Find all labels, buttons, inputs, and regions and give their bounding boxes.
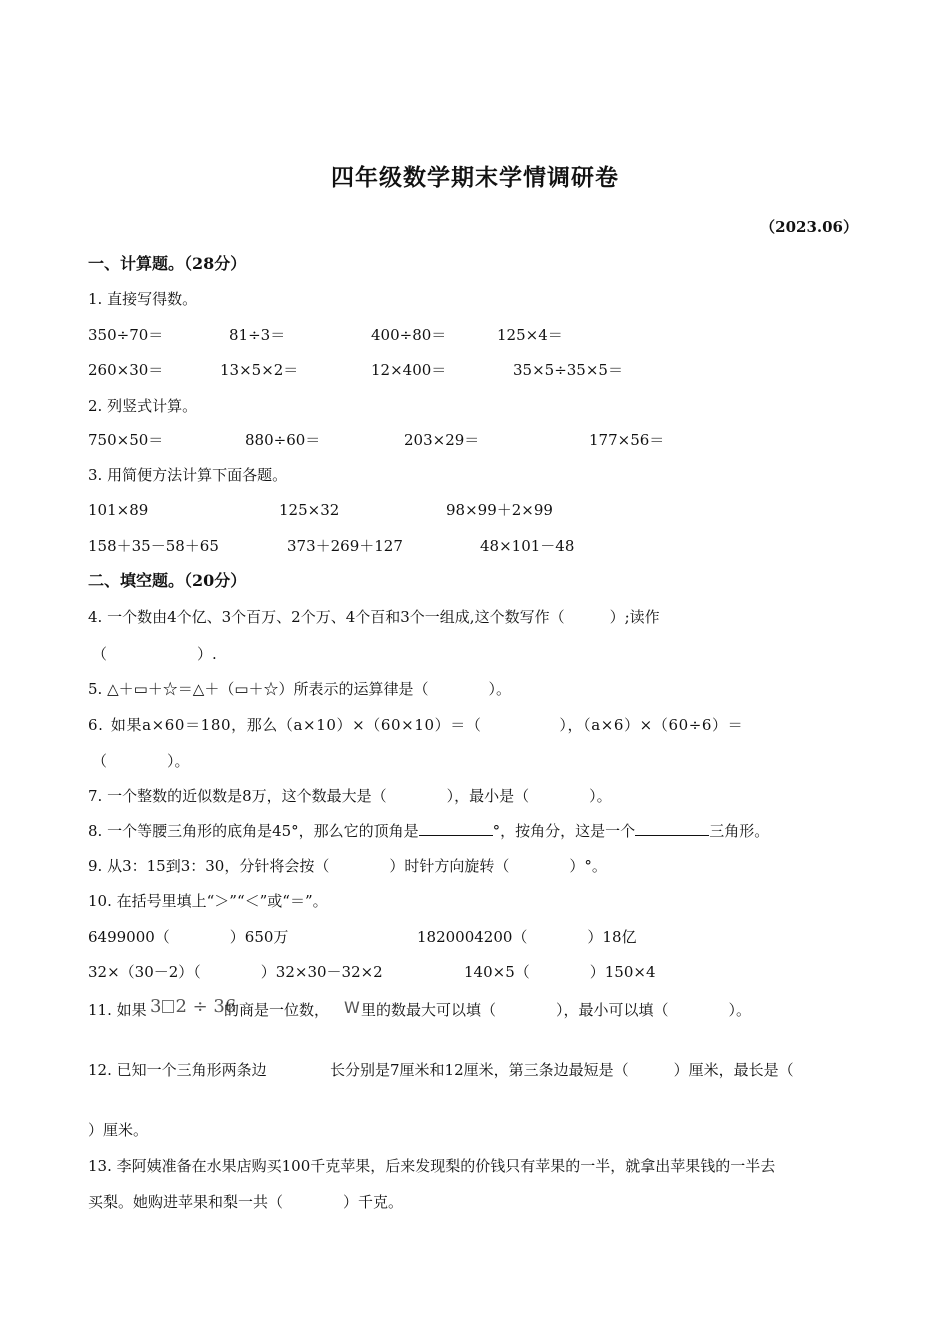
q3-item: 98×99＋2×99 bbox=[446, 501, 553, 519]
q6-line1: 6. 如果a×60＝180，那么（a×10）×（60×10）＝（ ），（a×6）×（60÷6）＝ bbox=[88, 716, 744, 734]
q12-line1b: 长分别是7厘米和12厘米，第三条边最短是（ ）厘米，最长是（ bbox=[330, 1061, 794, 1079]
exam-date: （2023.06） bbox=[760, 218, 858, 236]
q3-item: 48×101－48 bbox=[480, 537, 575, 555]
section-1-header: 一、计算题。（28分） bbox=[88, 254, 247, 273]
q9: 9. 从3：15到3：30，分针将会按（ ）时针方向旋转（ ）°。 bbox=[88, 857, 607, 875]
q8-part3: 三角形。 bbox=[709, 822, 770, 840]
q10-item: 1820004200（ ）18亿 bbox=[417, 928, 637, 946]
q3-label: 3. 用简便方法计算下面各题。 bbox=[88, 466, 288, 484]
q8-part2: °，按角分，这是一个 bbox=[492, 822, 636, 840]
q1-item: 260×30＝ bbox=[88, 361, 164, 379]
q1-label: 1. 直接写得数。 bbox=[88, 290, 198, 308]
q1-item: 400÷80＝ bbox=[371, 326, 447, 344]
q2-label: 2. 列竖式计算。 bbox=[88, 397, 198, 415]
q10-item: 140×5（ ）150×4 bbox=[464, 963, 656, 981]
q12-line1a: 12. 已知一个三角形两条边 bbox=[88, 1061, 267, 1079]
q1-item: 81÷3＝ bbox=[229, 326, 286, 344]
section-2-header: 二、填空题。（20分） bbox=[88, 571, 247, 590]
q5: 5. △＋▭＋☆＝△＋（▭＋☆）所表示的运算律是（ ）。 bbox=[88, 680, 511, 698]
q2-item: 750×50＝ bbox=[88, 431, 164, 449]
q4-line2: （ ）. bbox=[92, 645, 217, 663]
q2-item: 203×29＝ bbox=[404, 431, 480, 449]
q1-item: 350÷70＝ bbox=[88, 326, 164, 344]
q3-item: 373＋269＋127 bbox=[287, 537, 403, 555]
box-placeholder-icon bbox=[162, 1000, 174, 1013]
q4-line1: 4. 一个数由4个亿、3个百万、2个万、4个百和3个一组成,这个数写作（ ）;读作 bbox=[88, 608, 660, 626]
q13-line2: 买梨。她购进苹果和梨一共（ ）千克。 bbox=[88, 1193, 404, 1211]
q3-item: 158＋35－58＋65 bbox=[88, 537, 219, 555]
q8-blank-1[interactable] bbox=[419, 821, 493, 836]
q1-item: 125×4＝ bbox=[497, 326, 563, 344]
q3-item: 101×89 bbox=[88, 501, 149, 519]
q8 bbox=[88, 821, 769, 841]
q11-expr-a: 3 bbox=[150, 996, 162, 1017]
q11-symbol: W bbox=[344, 998, 360, 1017]
q10-item: 6499000（ ）650万 bbox=[88, 928, 289, 946]
q10-item: 32×（30－2）（ ）32×30－32×2 bbox=[88, 963, 383, 981]
q11-expr-b: 2 ÷ 36 bbox=[175, 996, 237, 1017]
q11-suffix: 里的数最大可以填（ ），最小可以填（ ）。 bbox=[361, 1001, 752, 1019]
q13-line1: 13. 李阿姨准备在水果店购买100千克苹果，后来发现梨的价钱只有苹果的一半，就拿出苹果钱的一半去 bbox=[88, 1157, 776, 1175]
q11-middle: 的商是一位数， bbox=[224, 1001, 330, 1019]
q10-label: 10. 在括号里填上“＞”“＜”或“＝”。 bbox=[88, 892, 328, 910]
q1-item: 12×400＝ bbox=[371, 361, 447, 379]
q1-item: 35×5÷35×5＝ bbox=[513, 361, 623, 379]
q6-line2: （ ）。 bbox=[92, 752, 190, 770]
q2-item: 880÷60＝ bbox=[245, 431, 321, 449]
q12-line2: ）厘米。 bbox=[88, 1121, 149, 1139]
q7: 7. 一个整数的近似数是8万，这个数最大是（ ），最小是（ ）。 bbox=[88, 787, 612, 805]
q8-part1: 8. 一个等腰三角形的底角是45°，那么它的顶角是 bbox=[88, 822, 419, 840]
q11-prefix: 11. 如果 bbox=[88, 1001, 147, 1019]
q3-item: 125×32 bbox=[279, 501, 340, 519]
q2-item: 177×56＝ bbox=[589, 431, 665, 449]
exam-title: 四年级数学期末学情调研卷 bbox=[331, 164, 619, 191]
q1-item: 13×5×2＝ bbox=[220, 361, 299, 379]
q8-blank-2[interactable] bbox=[635, 821, 709, 836]
